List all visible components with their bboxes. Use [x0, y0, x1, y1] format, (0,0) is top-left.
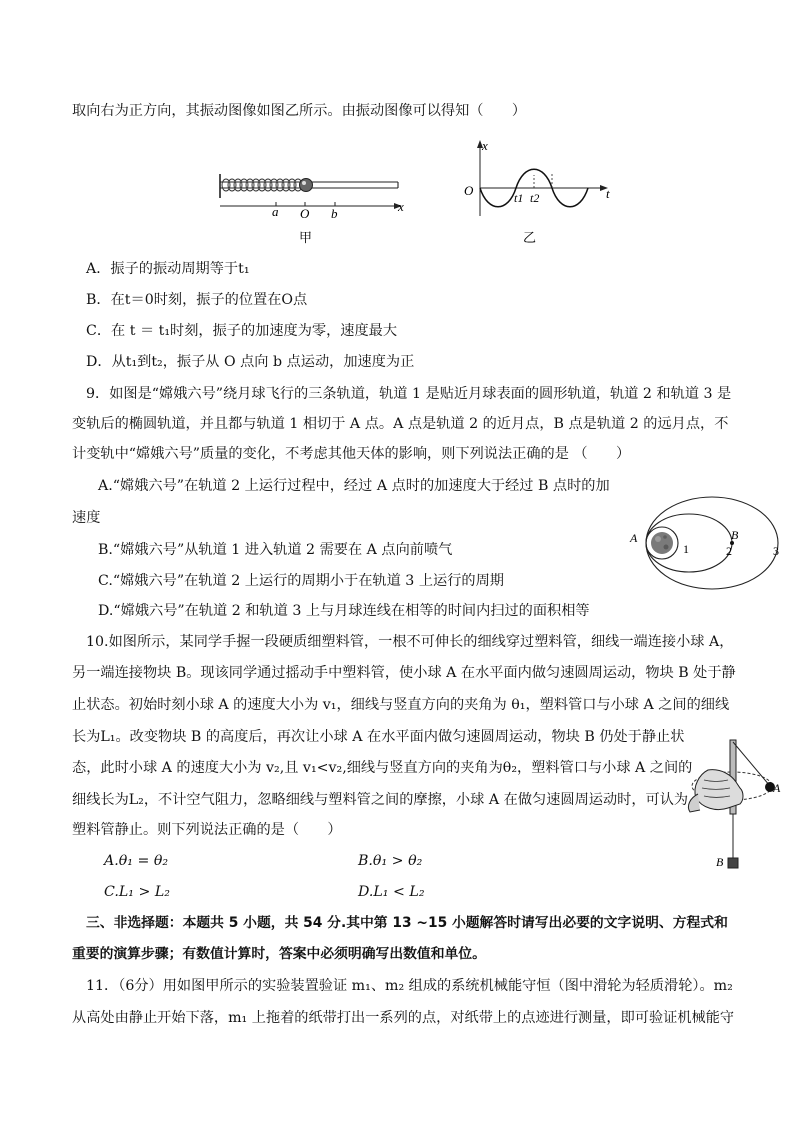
- figure-yi-vibration-graph: [460, 138, 620, 250]
- q8-option-b: B．在t＝0时刻，振子的位置在O点: [86, 292, 308, 308]
- moon: [651, 532, 673, 554]
- label-b: B: [716, 855, 724, 869]
- q10-option-b: B.θ₁ > θ₂: [358, 853, 423, 869]
- q10-option-c: C.L₁ > L₂: [104, 884, 170, 900]
- tick-b: b: [331, 206, 338, 221]
- q11-line-1: 11．（6分）用如图甲所示的实验装置验证 m₁、m₂ 组成的系统机械能守恒（图中滑轮为轻质滑轮）。m₂: [86, 978, 733, 994]
- q10-line-7: 塑料管静止。则下列说法正确的是（ ）: [72, 822, 342, 838]
- label-orbit-3: 3: [773, 544, 779, 558]
- q10-line-4: 长为L₁。改变物块 B 的高度后，再次让小球 A 在水平面内做匀速圆周运动，物块 B 仍处于静止状: [72, 729, 685, 745]
- q10-line-1: 10.如图所示，某同学手握一段硬质细塑料管，一根不可伸长的细线穿过塑料管，细线一端连接小球 A，: [86, 634, 734, 650]
- label-orbit-2: 2: [726, 544, 732, 558]
- label-orbit-1: 1: [683, 542, 689, 556]
- q11-line-2: 从高处由静止开始下落，m₁ 上拖着的纸带打出一系列的点，对纸带上的点迹进行测量，即可验证机械能守: [72, 1010, 735, 1026]
- q10-option-d: D.L₁ < L₂: [358, 884, 425, 900]
- spring-coils: [222, 179, 302, 191]
- q9-stem-line-1: 9．如图是“嫦娥六号”绕月球飞行的三条轨道，轨道 1 是贴近月球表面的圆形轨道，轨道 2 和轨道 3 是: [86, 386, 732, 402]
- t1-label: t1: [514, 191, 524, 205]
- q8-intro: 取向右为正方向，其振动图像如图乙所示。由振动图像可以得知（ ）: [72, 103, 527, 119]
- figure-jia-spring-oscillator: [212, 168, 412, 250]
- block-b: [728, 858, 738, 868]
- q8-option-c: C．在 t ＝ t₁时刻，振子的加速度为零，速度最大: [86, 323, 398, 339]
- tick-o: O: [300, 206, 310, 221]
- axis-x-label: x: [398, 199, 404, 214]
- q9-option-d: D.“嫦娥六号”在轨道 2 和轨道 3 上与月球连线在相等的时间内扫过的面积相等: [98, 603, 590, 619]
- q9-stem-line-2: 变轨后的椭圆轨道，并且都与轨道 1 相切于 A 点。A 点是轨道 2 的近月点，B 点是轨道 2 的远月点，不: [72, 416, 729, 432]
- q9-stem-line-3: 计变轨中“嫦娥六号”质量的变化，不考虑其他天体的影响，则下列说法正确的是 （ ）: [72, 446, 631, 462]
- q9-option-a: A.“嫦娥六号”在轨道 2 上运行过程中，经过 A 点时的加速度大于经过 B 点时的加: [98, 478, 610, 494]
- figure-yi-label: 乙: [523, 230, 537, 245]
- t2-label: t2: [530, 191, 540, 205]
- q8-option-d: D．从t₁到t₂，振子从 O 点向 b 点运动，加速度为正: [86, 354, 415, 370]
- origin-label: O: [464, 183, 474, 198]
- label-a: A: [630, 531, 638, 545]
- q10-line-3: 止状态。初始时刻小球 A 的速度大小为 v₁，细线与竖直方向的夹角为 θ₁，塑料管口与小球 A 之间的细线: [72, 697, 730, 713]
- q8-option-a: A．振子的振动周期等于t₁: [86, 261, 250, 277]
- label-a: A: [773, 781, 781, 795]
- figure-hand-tube: [678, 736, 788, 872]
- axis-t-label: t: [606, 186, 610, 201]
- section-3-heading: 三、非选择题：本题共 5 小题，共 54 分.其中第 13 ~15 小题解答时请写出必要的文字说明、方程式和: [86, 915, 728, 931]
- q10-option-a: A.θ₁ = θ₂: [104, 853, 169, 869]
- oscillator-ball: [300, 179, 313, 192]
- section-3-heading-cont: 重要的演算步骤；有数值计算时，答案中必须明确写出数值和单位。: [72, 946, 486, 962]
- q9-option-c: C.“嫦娥六号”在轨道 2 上运行的周期小于在轨道 3 上运行的周期: [98, 573, 504, 589]
- q9-option-b: B.“嫦娥六号”从轨道 1 进入轨道 2 需要在 A 点向前喷气: [98, 542, 453, 558]
- axis-x-label: x: [482, 138, 488, 153]
- figure-jia-label: 甲: [299, 230, 313, 245]
- q10-line-5: 态，此时小球 A 的速度大小为 v₂,且 v₁<v₂,细线与竖直方向的夹角为θ₂，塑料管口与小球 A 之间的: [72, 760, 693, 776]
- q10-line-6: 细线长为L₂，不计空气阻力，忽略细线与塑料管之间的摩擦，小球 A 在做匀速圆周运动时，可认为: [72, 792, 689, 808]
- figure-moon-orbits: [622, 492, 792, 596]
- q9-option-a-cont: 速度: [72, 510, 101, 526]
- q10-line-2: 另一端连接物块 B。现该同学通过摇动手中塑料管，使小球 A 在水平面内做匀速圆周运动，物块 B 处于静: [72, 665, 736, 681]
- label-b: B: [731, 528, 739, 542]
- tick-a: a: [272, 204, 279, 219]
